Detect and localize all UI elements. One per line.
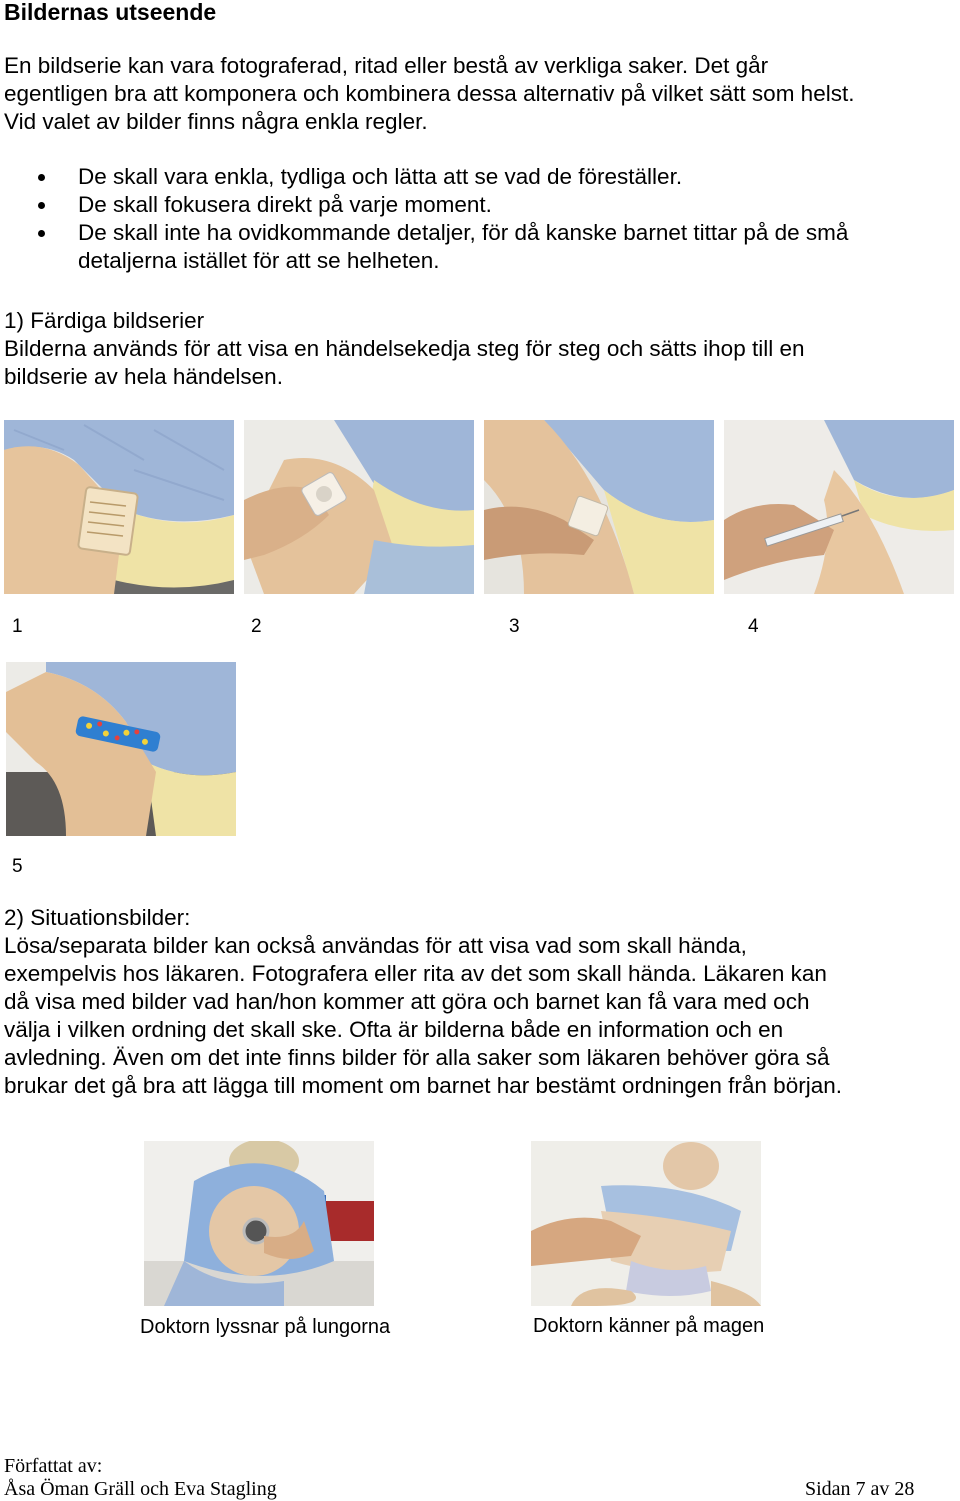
- intro-paragraph: [4, 52, 954, 136]
- series-photo-3: [484, 420, 714, 594]
- series-photo-2: [244, 420, 474, 594]
- rule-text: De skall inte ha ovidkommande detaljer, för då kanske barnet tittar på de små detaljerna istället för att se helheten.: [78, 220, 849, 273]
- bandage-photo-icon: [6, 662, 236, 836]
- situation-caption: Doktorn lyssnar på lungorna: [140, 1316, 391, 1338]
- numbing-patch-photo-icon: [4, 420, 234, 594]
- section1-line: bildserie av hela händelsen.: [4, 364, 283, 389]
- bullet-icon: [38, 174, 45, 181]
- section1: [4, 307, 954, 391]
- series-number: 3: [509, 616, 520, 637]
- situation-photo-2: [531, 1141, 761, 1306]
- section2-line: Lösa/separata bilder kan också användas för att visa vad som skall hända,: [4, 933, 747, 958]
- section1-title: 1) Färdiga bildserier: [4, 308, 205, 333]
- intro-line: En bildserie kan vara fotograferad, ritad eller bestå av verkliga saker. Det går: [4, 53, 769, 78]
- series-number: 1: [12, 616, 23, 637]
- rule-text: De skall vara enkla, tydliga och lätta att se vad de föreställer.: [78, 164, 683, 189]
- section2-line: brukar det gå bra att lägga till moment om barnet har bestämt ordningen från början.: [4, 1073, 842, 1098]
- footer-page-number: Sidan 7 av 28: [805, 1478, 915, 1500]
- situation-photo-1: [144, 1141, 374, 1306]
- section2-line: välja i vilken ordning det skall ske. Ofta är bilderna både en information och en: [4, 1017, 784, 1042]
- section1-line: Bilderna används för att visa en händelsekedja steg för steg och sätts ihop till en: [4, 336, 805, 361]
- injection-photo-icon: [724, 420, 954, 594]
- intro-line: egentligen bra att komponera och kombinera dessa alternativ på vilket sätt som helst.: [4, 81, 855, 106]
- series-number: 4: [748, 616, 759, 637]
- page-heading: Bildernas utseende: [4, 0, 217, 25]
- skin-cleaning-photo-icon: [484, 420, 714, 594]
- section2-line: exempelvis hos läkaren. Fotografera eller rita av det som skall hända. Läkaren kan: [4, 961, 827, 986]
- stethoscope-photo-icon: [144, 1141, 374, 1306]
- bullet-icon: [38, 202, 45, 209]
- patch-removal-photo-icon: [244, 420, 474, 594]
- series-photo-1: [4, 420, 234, 594]
- series-photo-5: [6, 662, 236, 836]
- rule-item: [38, 219, 898, 275]
- series-photo-4: [724, 420, 954, 594]
- belly-exam-photo-icon: [531, 1141, 761, 1306]
- footer-authored-label: Författat av:: [4, 1455, 103, 1477]
- section2-line: avledning. Även om det inte finns bilder för alla saker som läkaren behöver göra så: [4, 1045, 830, 1070]
- series-number: 2: [251, 616, 262, 637]
- footer-authors: Åsa Öman Gräll och Eva Stagling: [4, 1478, 277, 1500]
- bullet-icon: [38, 230, 45, 237]
- intro-line: Vid valet av bilder finns några enkla regler.: [4, 109, 428, 134]
- rule-item: [38, 191, 938, 219]
- section2-line: då visa med bilder vad han/hon kommer att göra och barnet kan få vara med och: [4, 989, 810, 1014]
- rule-item: [38, 163, 938, 191]
- rules-list: [38, 163, 938, 275]
- section2: [4, 904, 954, 1100]
- situation-caption: Doktorn känner på magen: [533, 1315, 765, 1337]
- rule-text: De skall fokusera direkt på varje moment.: [78, 192, 492, 217]
- series-number: 5: [12, 856, 23, 877]
- section2-title: 2) Situationsbilder:: [4, 905, 191, 930]
